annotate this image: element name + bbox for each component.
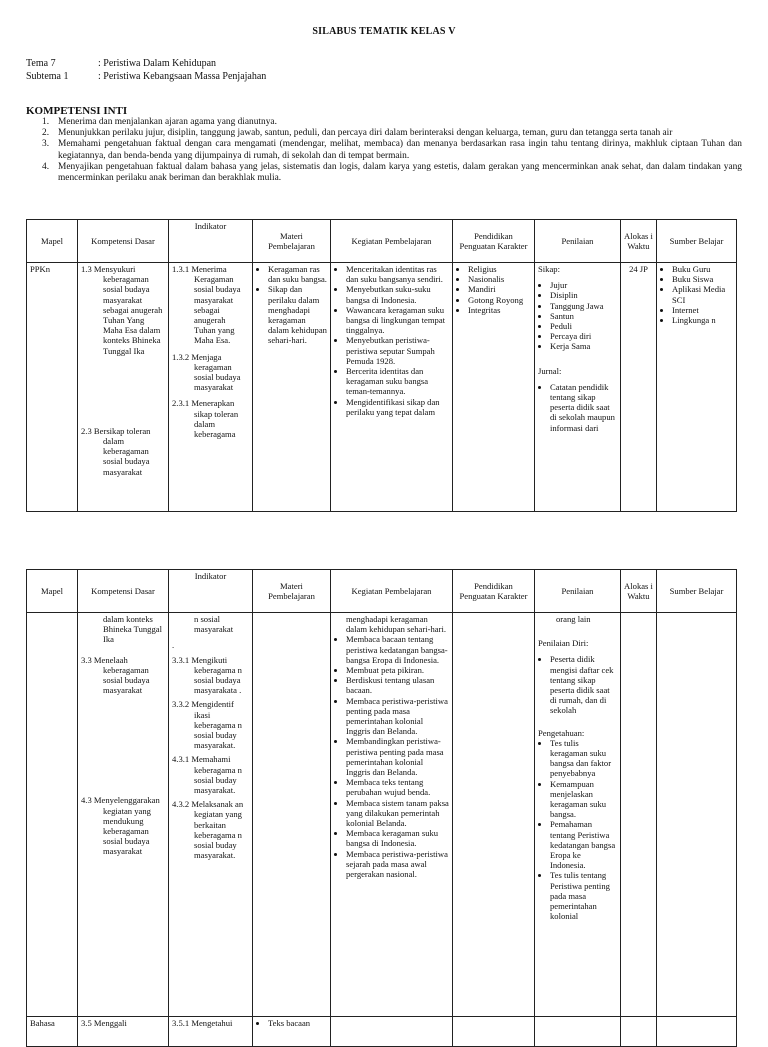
list-item: • Religius: [468, 264, 531, 274]
list-item: • Lingkunga n: [672, 315, 733, 325]
col-alokasi: Alokas i Waktu: [621, 220, 657, 263]
table-row: [27, 1017, 737, 1047]
tema-value: : Peristiwa Dalam Kehidupan: [98, 58, 217, 69]
sumber-cell: [657, 263, 737, 512]
col-indikator: Indikator: [169, 570, 253, 613]
sumber-cell: [657, 1017, 737, 1047]
list-item: • Menyebutkan peristiwa-peristiwa seputar Sumpah Pemuda 1928.: [346, 335, 449, 366]
alokasi-cell: [621, 613, 657, 1017]
list-item: • Nasionalis: [468, 274, 531, 284]
subtema-key: Subtema 1: [26, 71, 69, 82]
list-item: • Bercerita identitas dan keragaman suku bangsa teman-temannya.: [346, 366, 449, 397]
list-item: • Menyebutkan suku-suku bangsa di Indonesia.: [346, 284, 449, 304]
alokasi-cell: [621, 1017, 657, 1047]
list-item: • Kerja Sama: [550, 341, 617, 351]
pengetahuan-label: Pengetahuan:: [538, 727, 585, 738]
materi-cell: [253, 263, 331, 512]
kegiatan-cell: menghadapi keragaman dalam kehidupan sehari-hari. • Membaca bacaan tentang peristiwa kedatangan bangsa-bangsa Eropa di Indonesia. • Membuat peta pikiran. • Berdiskusi tentang ulasan bacaan. • Membaca peristiwa-peristiwa penting pada masa pemerintahan kolonial Inggris dan Belanda. • Membandingkan peristiwa-peristiwa penting pada masa pemerintahan kolonial Inggris dan Belanda. • Membaca teks tentang perubahan wujud benda. • Membaca sistem tanam paksa yang dilakukan pemerintah kolonial Belanda. • Membaca keragaman suku bangsa di Indonesia. • Membaca peristiwa-peristiwa sejarah pada masa awal pergerakan nasional.: [331, 613, 453, 1017]
col-sumber: Sumber Belajar: [657, 570, 737, 613]
list-item: • Jujur: [550, 280, 617, 290]
ki-item: 1. Menerima dan menjalankan ajaran agama yang dianutnya.: [42, 117, 277, 127]
sikap-label: Sikap:: [538, 264, 560, 274]
kd-cell: 3.5 Menggali: [78, 1017, 169, 1047]
karakter-cell: [453, 263, 535, 512]
table-header-row: [27, 220, 737, 263]
tema-key: Tema 7: [26, 58, 56, 69]
list-item: • Internet: [672, 305, 733, 315]
penilaian-cell: [535, 263, 621, 512]
list-item: • Membaca bacaan tentang peristiwa kedatangan bangsa-bangsa Eropa di Indonesia.: [346, 634, 449, 665]
list-item: • Buku Guru: [672, 264, 733, 274]
list-item: • Mengidentifikasi sikap dan perilaku yang tepat dalam: [346, 397, 449, 417]
kegiatan-cell: [331, 263, 453, 512]
col-sumber: Sumber Belajar: [657, 220, 737, 263]
list-item: • Kemampuan menjelaskan keragaman suku bangsa.: [550, 779, 617, 820]
silabus-table-2: [26, 569, 737, 1047]
list-item: • Membuat peta pikiran.: [346, 665, 449, 675]
col-kegiatan: Kegiatan Pembelajaran: [331, 570, 453, 613]
silabus-table-1: [26, 219, 737, 512]
list-item: • Membaca sistem tanam paksa yang dilakukan pemerintah kolonial Belanda.: [346, 798, 449, 829]
kd-cell: dalam konteks Bhineka Tunggal Ika 3.3 Menelaah keberagaman sosial budaya masyarakat 4.3 Menyelenggarakan kegiatan yang mendukung keberagaman sosial budaya masyarakat: [78, 613, 169, 1017]
penilaian-cell: orang lain Penilaian Diri: • Peserta didik mengisi daftar cek tentang sikap peserta didik saat di rumah, dan di sekolah Pengetahuan: • Tes tulis keragaman suku bangsa dan faktor penyebabnya • Kemampuan menjelaskan keragaman suku bangsa. • Pemahaman tentang Peristiwa kedatangan bangsa Eropa ke Indonesia. • Tes tulis tentang Peristiwa penting pada masa pemerintahan kolonial: [535, 613, 621, 1017]
list-item: • Disiplin: [550, 290, 617, 300]
col-mapel: Mapel: [27, 220, 78, 263]
list-item: • Membaca peristiwa-peristiwa sejarah pada masa awal pergerakan nasional.: [346, 849, 449, 880]
mapel-cell: Bahasa: [27, 1017, 78, 1047]
col-materi: Materi Pembelajaran: [253, 570, 331, 613]
col-penilaian: Penilaian: [535, 220, 621, 263]
table-row: [27, 263, 737, 512]
list-item: • Catatan pendidik tentang sikap peserta didik saat di sekolah maupun informasi dari: [550, 382, 617, 433]
list-item: • Teks bacaan: [268, 1018, 327, 1028]
karakter-cell: [453, 1017, 535, 1047]
list-item: • Sikap dan perilaku dalam menghadapi keragaman dalam kehidupan sehari-hari.: [268, 284, 327, 345]
list-item: • Peserta didik mengisi daftar cek tentang sikap peserta didik saat di rumah, dan di sekolah: [550, 654, 617, 715]
document-title: SILABUS TEMATIK KELAS V: [312, 26, 456, 37]
col-indikator: Indikator: [169, 220, 253, 263]
col-mapel: Mapel: [27, 570, 78, 613]
jurnal-label: Jurnal:: [538, 365, 562, 376]
list-item: • Tes tulis tentang Peristiwa penting pada masa pemerintahan kolonial: [550, 870, 617, 921]
indikator-cell: 3.5.1 Mengetahui: [169, 1017, 253, 1047]
materi-cell: [253, 1017, 331, 1047]
list-item: • Membaca keragaman suku bangsa di Indonesia.: [346, 828, 449, 848]
list-item: • Membaca peristiwa-peristiwa penting pada masa pemerintahan kolonial Inggris dan Belanda.: [346, 696, 449, 737]
list-item: • Berdiskusi tentang ulasan bacaan.: [346, 675, 449, 695]
alokasi-cell: 24 JP: [621, 263, 657, 512]
ki-item: 4. Menyajikan pengetahuan faktual dalam bahasa yang jelas, sistematis dan logis, dalam karya yang estetis, dalam gerakan yang mencerminkan anak sehat, dan dalam tindakan yang mencerminkan perilaku anak beriman dan berakhlak mulia.: [42, 161, 742, 184]
list-item: • Menceritakan identitas ras dan suku bangsanya sendiri.: [346, 264, 449, 284]
karakter-cell: [453, 613, 535, 1017]
sumber-cell: [657, 613, 737, 1017]
col-penilaian: Penilaian: [535, 570, 621, 613]
list-item: • Santun: [550, 311, 617, 321]
subtema-line: [26, 71, 266, 82]
col-kegiatan: Kegiatan Pembelajaran: [331, 220, 453, 263]
mapel-cell: [27, 613, 78, 1017]
list-item: • Peduli: [550, 321, 617, 331]
penilaian-cell: [535, 1017, 621, 1047]
ki-item: 2. Menunjukkan perilaku jujur, disiplin, tanggung jawab, santun, peduli, dan percaya diri dalam berinteraksi dengan keluarga, teman, guru dan tetangga serta tanah air: [42, 128, 673, 139]
table-header-row: [27, 570, 737, 613]
list-item: • Tes tulis keragaman suku bangsa dan faktor penyebabnya: [550, 738, 617, 779]
list-item: • Aplikasi Media SCI: [672, 284, 733, 304]
materi-cell: [253, 613, 331, 1017]
subtema-value: : Peristiwa Kebangsaan Massa Penjajahan: [98, 71, 267, 82]
list-item: • Tanggung Jawa: [550, 301, 617, 311]
indikator-cell: n sosial masyarakat . 3.3.1 Mengikuti keberagama n sosial budaya masyarakata . 3.3.2 Mengidentif ikasi keberagama n sosial buday masyarakat. 4.3.1 Memahami keberagama n sosial buday masyarakat. 4.3.2 Melaksanak an kegiatan yang berkaitan keberagama n sosial buday masyarakat.: [169, 613, 253, 1017]
list-item: • Percaya diri: [550, 331, 617, 341]
list-item: • Gotong Royong: [468, 295, 531, 305]
kompetensi-inti-heading: KOMPETENSI INTI: [26, 105, 128, 117]
tema-line: [26, 58, 216, 69]
list-item: • Membandingkan peristiwa-peristiwa penting pada masa pemerintahan kolonial Inggris dan Belanda.: [346, 736, 449, 777]
indikator-cell: 1.3.1 Menerima Keragaman sosial budaya masyarakat sebagai anugerah Tuhan yang Maha Esa. 1.3.2 Menjaga keragaman sosial budaya masyarakat 2.3.1 Menerapkan sikap toleran dalam keberagama: [169, 263, 253, 512]
list-item: • Wawancara keragaman suku bangsa di lingkungan tempat tinggalnya.: [346, 305, 449, 336]
list-item: • Buku Siswa: [672, 274, 733, 284]
col-materi: Materi Pembelajaran: [253, 220, 331, 263]
col-alokasi: Alokas i Waktu: [621, 570, 657, 613]
list-item: • Mandiri: [468, 284, 531, 294]
col-kompetensi-dasar: Kompetensi Dasar: [78, 570, 169, 613]
list-item: • Keragaman ras dan suku bangsa.: [268, 264, 327, 284]
list-item: • Integritas: [468, 305, 531, 315]
col-karakter: Pendidikan Penguatan Karakter: [453, 220, 535, 263]
kd-cell: 1.3 Mensyukuri keberagaman sosial budaya masyarakat sebagai anugerah Tuhan Yang Maha Esa dalam konteks Bhineka Tunggal Ika 2.3 Bersikap toleran dalam keberagaman sosial budaya masyarakat: [78, 263, 169, 512]
list-item: • Pemahaman tentang Peristiwa kedatangan bangsa Eropa ke Indonesia.: [550, 819, 617, 870]
col-karakter: Pendidikan Penguatan Karakter: [453, 570, 535, 613]
list-item: • Membaca teks tentang perubahan wujud benda.: [346, 777, 449, 797]
ki-item: 3. Memahami pengetahuan faktual dengan cara mengamati (mendengar, melihat, membaca) dan menanya berdasarkan rasa ingin tahu tentang dirinya, makhluk ciptaan Tuhan dan kegiatannya, dan benda-benda yang dijumpainya di rumah, di sekolah dan di tempat bermain.: [42, 139, 742, 161]
kompetensi-inti-list: [26, 117, 742, 184]
mapel-cell: PPKn: [27, 263, 78, 512]
penilaian-diri-label: Penilaian Diri:: [538, 638, 589, 649]
col-kompetensi-dasar: Kompetensi Dasar: [78, 220, 169, 263]
table-row: [27, 613, 737, 1017]
kegiatan-cell: [331, 1017, 453, 1047]
